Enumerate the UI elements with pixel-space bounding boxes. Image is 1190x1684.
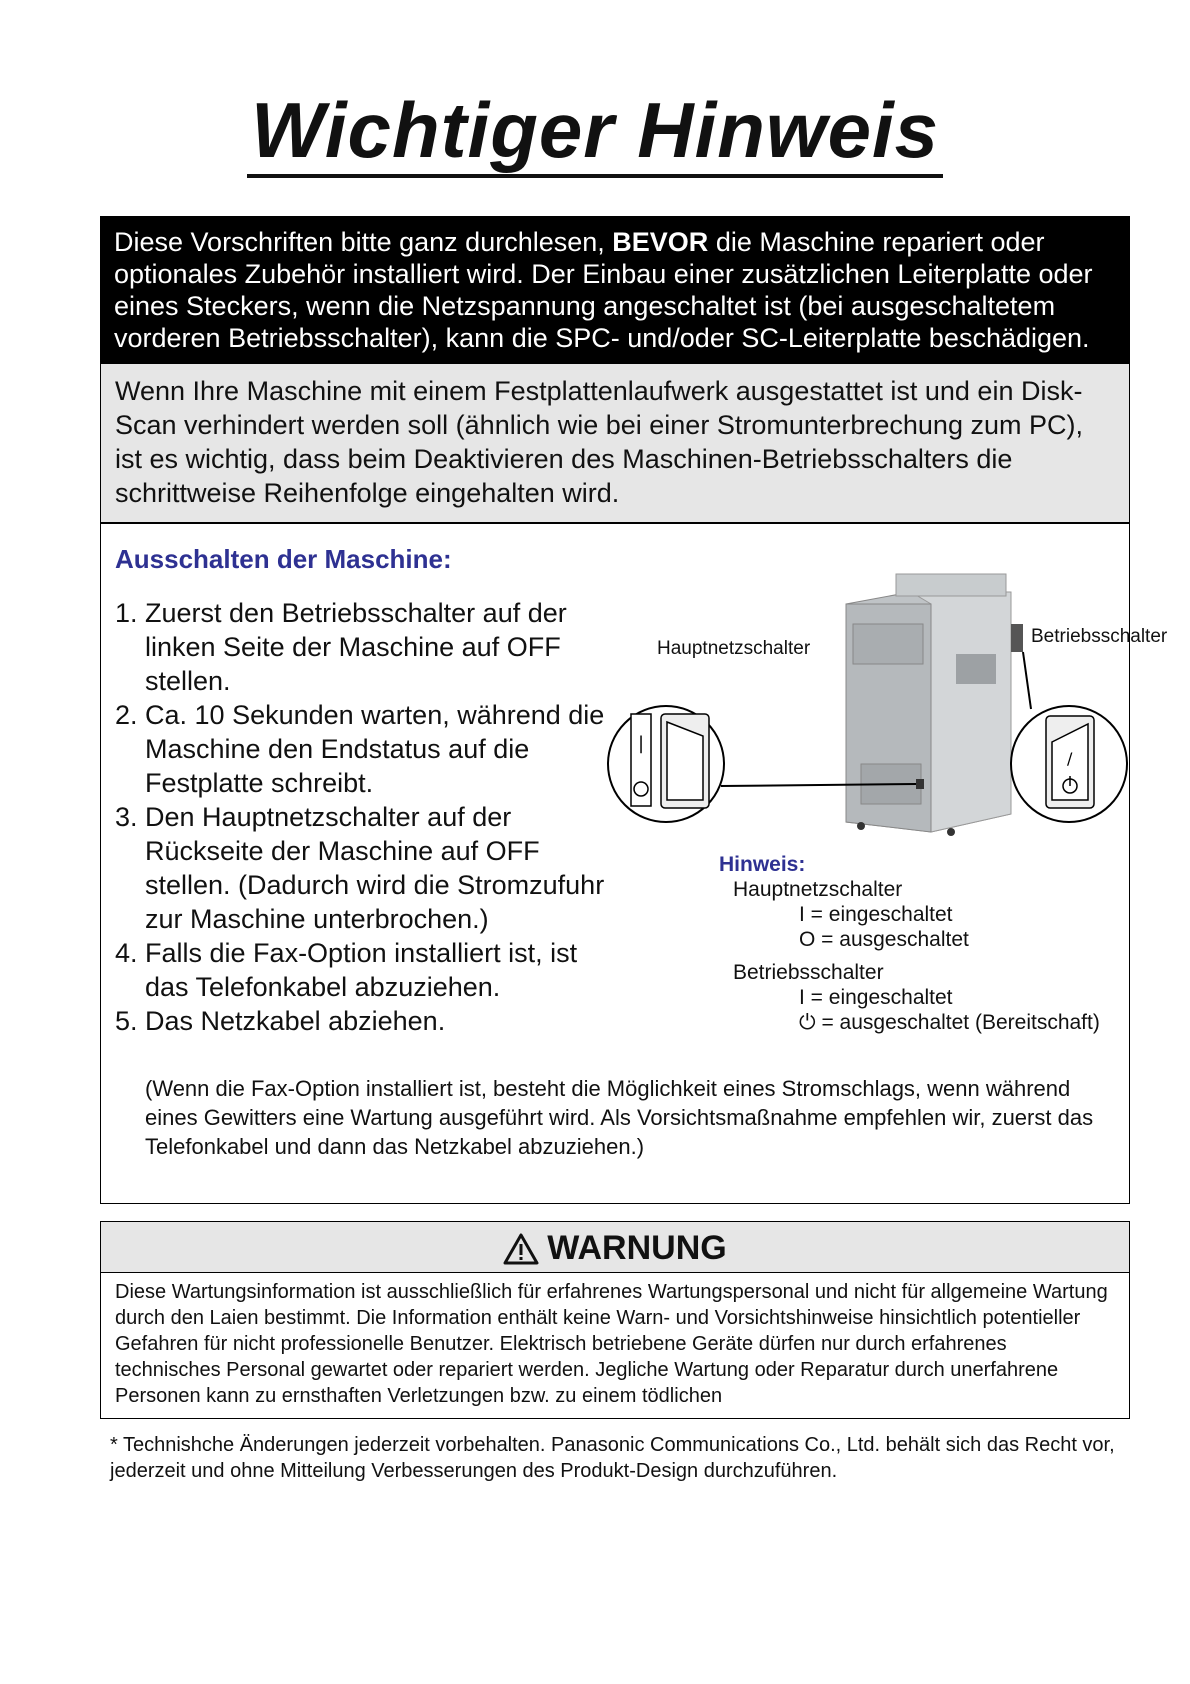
warning-heading: WARNUNG (547, 1229, 727, 1267)
step-1: 1. Zuerst den Betriebsschalter auf der linken Seite der Maschine auf OFF stellen. (115, 598, 567, 696)
step-4: 4. Falls die Fax-Option installiert ist, ist das Telefonkabel abzuziehen. (115, 938, 578, 1002)
hint-main-off: O = ausgeschaltet (799, 928, 969, 951)
hint-main-switch: Hauptnetzschalter (733, 878, 903, 901)
hint-heading: Hinweis: (719, 853, 806, 876)
copier-illustration (591, 564, 1131, 894)
notice-text-before: Diese Vorschriften bitte ganz durchlesen, (114, 227, 613, 257)
machine-figure (591, 564, 1168, 894)
hdd-box (100, 364, 1130, 522)
warning-box (100, 1221, 1130, 1419)
notice-bold: BEVOR (612, 227, 709, 257)
shutdown-steps (115, 596, 615, 1038)
svg-text:|: | (638, 733, 645, 754)
hdd-text: Wenn Ihre Maschine mit einem Festplattenlaufwerk ausgestattet ist und ein Disk-Scan verhindert werden soll (ähnlich wie bei einer Stromunterbrechung zum PC), ist es wichtig, dass beim Deaktivieren des Maschinen-Betriebsschalters die schrittweise Reihenfolge eingehalten wird. (115, 376, 1083, 508)
hint-op-off: ⏻ = ausgeschaltet (Bereitschaft) (799, 1011, 1100, 1034)
step-2: 2. Ca. 10 Sekunden warten, während die Maschine den Endstatus auf die Festplatte schreibt. (115, 700, 605, 798)
svg-text:/: / (1067, 749, 1073, 768)
notice-text-after: die Maschine repariert oder optionales Zubehör installiert wird. Der Einbau einer zusätzlichen Leiterplatte oder eines Steckers, wenn die Netzspannung angeschaltet ist (bei ausgeschaltetem vorderen Betriebsschalter), kann die SPC- und/oder SC-Leiterplatte beschädigen. (114, 227, 1093, 353)
step-3: 3. Den Hauptnetzschalter auf der Rückseite der Maschine auf OFF stellen. (Dadurch wird die Stromzufuhr zur Maschine unterbrochen.) (115, 802, 605, 934)
label-operation-switch: Betriebsschalter (1031, 626, 1168, 647)
shutdown-heading: Ausschalten der Maschine: (115, 544, 452, 574)
hint-op-on: I = eingeschaltet (799, 986, 953, 1009)
warning-triangle-icon (503, 1233, 539, 1265)
shutdown-section (100, 522, 1168, 1204)
step-5: 5. Das Netzkabel abziehen. (115, 1006, 446, 1036)
step-5-note: (Wenn die Fax-Option installiert ist, besteht die Möglichkeit eines Stromschlags, wenn während eines Gewitters eine Wartung ausgeführt wird. Als Vorsichtsmaßnahme empfehlen wir, zuerst das Telefonkabel und dann das Netzkabel abzuziehen.) (145, 1076, 1094, 1159)
footer-note: * Technishche Änderungen jederzeit vorbehalten. Panasonic Communications Co., Ltd. behält sich das Recht vor, jederzeit und ohne Mitteilung Verbesserungen des Produkt-Design durchzuführen. (110, 1434, 1115, 1482)
page-title: Wichtiger Hinweis (247, 86, 943, 178)
hint-op-switch: Betriebsschalter (733, 961, 884, 984)
hint-box (719, 852, 1129, 1035)
warning-header (101, 1222, 1129, 1273)
warning-text: Diese Wartungsinformation ist ausschließlich für erfahrenes Wartungspersonal und nicht für allgemeine Wartung durch den Laien bestimmt. Die Information enthält keine Warn- und Vorsichtshinweise hinsichtlich potentieller Gefahren für nicht professionelle Benutzer. Elektrisch betriebene Geräte dürfen nur durch erfahrenes technisches Personal gewartet oder repariert werden. Jegliche Wartung oder Reparatur durch unerfahrene Personen kann zu ernsthaften Verletzungen bzw. zu einem tödlichen (115, 1281, 1108, 1407)
hint-main-on: I = eingeschaltet (799, 903, 953, 926)
page-title-wrap (0, 88, 1190, 172)
label-main-switch: Hauptnetzschalter (657, 638, 811, 659)
notice-box (100, 216, 1130, 364)
